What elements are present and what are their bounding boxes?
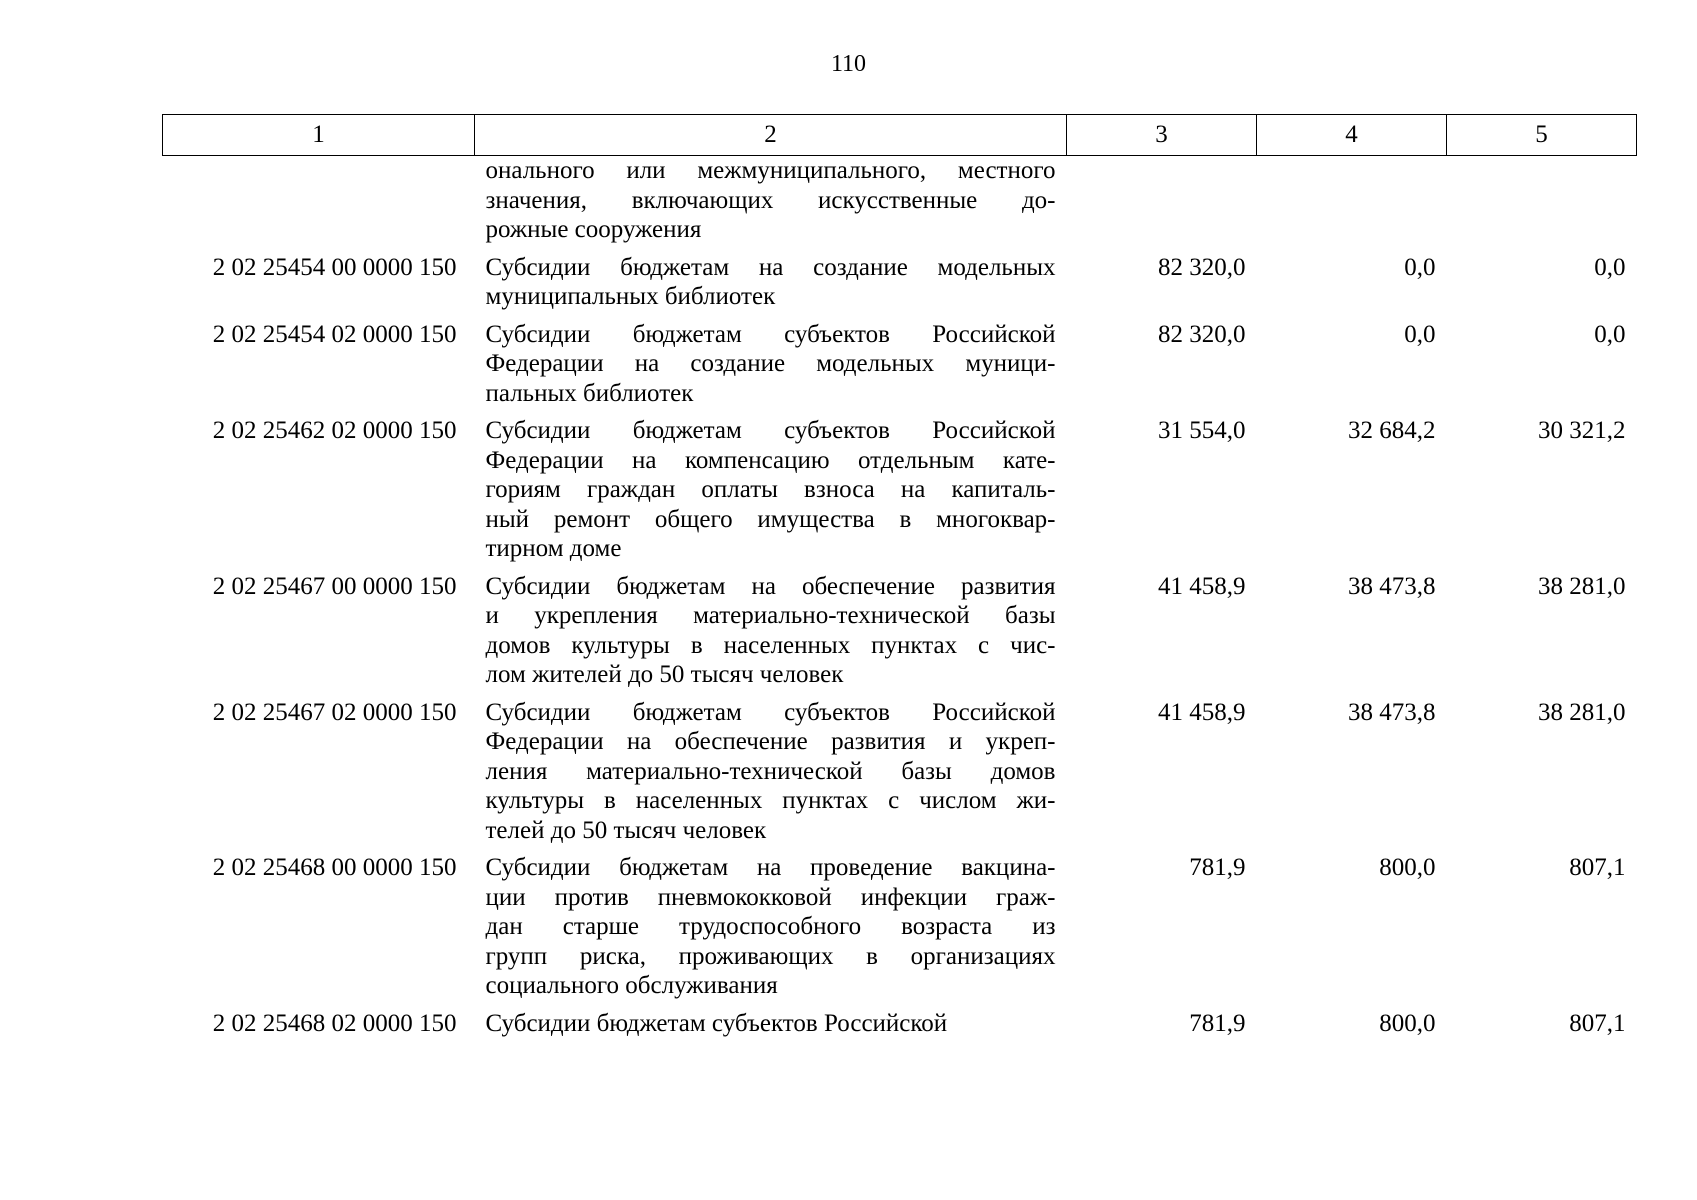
income-code: 2 02 25468 02 0000 150 bbox=[212, 1009, 457, 1037]
table-row bbox=[163, 156, 1637, 245]
income-description bbox=[475, 245, 1067, 312]
amount-col-5: 0,0 bbox=[1594, 320, 1626, 348]
description-line: телей до 50 тысяч человек bbox=[485, 816, 767, 844]
description-line: Субсидии бюджетам на создание модельных bbox=[485, 253, 1056, 281]
income-code: 2 02 25462 02 0000 150 bbox=[212, 417, 457, 444]
description-line: дан старше трудоспособного возраста из bbox=[485, 913, 1056, 940]
header-col-2: 2 bbox=[475, 115, 1067, 156]
income-description bbox=[475, 408, 1067, 564]
budget-table bbox=[162, 114, 1637, 1038]
description-line: Субсидии бюджетам на обеспечение развития bbox=[485, 572, 1056, 600]
table-row bbox=[163, 564, 1637, 690]
income-code: 2 02 25454 00 0000 150 bbox=[212, 253, 457, 281]
table-row bbox=[163, 408, 1637, 564]
amount-col-4: 800,0 bbox=[1379, 1009, 1436, 1037]
description-line: Субсидии бюджетам субъектов Российской bbox=[485, 417, 1056, 444]
description-line: онального или межмуниципального, местного bbox=[485, 157, 1056, 184]
amount-col-4: 38 473,8 bbox=[1348, 572, 1436, 600]
amount-col-4: 0,0 bbox=[1404, 253, 1436, 281]
amount-col-5: 30 321,2 bbox=[1538, 417, 1626, 444]
income-code: 2 02 25454 02 0000 150 bbox=[212, 320, 457, 348]
table-body bbox=[163, 156, 1637, 1039]
amount-col-3: 31 554,0 bbox=[1158, 417, 1246, 444]
table-row bbox=[163, 845, 1637, 1001]
amount-col-4: 32 684,2 bbox=[1348, 417, 1436, 444]
income-description bbox=[475, 156, 1067, 245]
description-line: Федерации на обеспечение развития и укреп- bbox=[485, 728, 1056, 755]
description-line: пальных библиотек bbox=[485, 379, 694, 407]
amount-col-4: 0,0 bbox=[1404, 320, 1436, 348]
amount-col-4 bbox=[1257, 156, 1447, 245]
income-code bbox=[163, 156, 475, 245]
amount-col-3: 781,9 bbox=[1189, 854, 1246, 881]
income-description bbox=[475, 312, 1067, 409]
description-line: Субсидии бюджетам субъектов Российской bbox=[485, 1009, 948, 1037]
table-row bbox=[163, 312, 1637, 409]
income-description bbox=[475, 690, 1067, 846]
table-row bbox=[163, 690, 1637, 846]
description-line: домов культуры в населенных пунктах с чис- bbox=[485, 631, 1056, 659]
description-line: групп риска, проживающих в организациях bbox=[485, 942, 1056, 970]
description-line: ный ремонт общего имущества в многоквар- bbox=[485, 505, 1056, 533]
amount-col-5: 807,1 bbox=[1569, 854, 1626, 881]
table-row bbox=[163, 1001, 1637, 1039]
header-col-3: 3 bbox=[1067, 115, 1257, 156]
description-line: ления материально-технической базы домов bbox=[485, 757, 1056, 785]
income-description bbox=[475, 845, 1067, 1001]
amount-col-3: 82 320,0 bbox=[1158, 320, 1246, 348]
description-line: значения, включающих искусственные до- bbox=[485, 186, 1056, 214]
amount-col-3: 781,9 bbox=[1189, 1009, 1246, 1037]
income-code: 2 02 25468 00 0000 150 bbox=[212, 854, 457, 881]
description-line: социального обслуживания bbox=[485, 972, 778, 999]
amount-col-3: 82 320,0 bbox=[1158, 253, 1246, 281]
header-row bbox=[163, 115, 1637, 156]
amount-col-5: 38 281,0 bbox=[1538, 698, 1626, 726]
description-line: ции против пневмококковой инфекции граж- bbox=[485, 883, 1056, 911]
description-line: Субсидии бюджетам субъектов Российской bbox=[485, 698, 1056, 726]
description-line: Субсидии бюджетам на проведение вакцина- bbox=[485, 854, 1056, 881]
income-code: 2 02 25467 02 0000 150 bbox=[212, 698, 457, 726]
header-col-5: 5 bbox=[1447, 115, 1637, 156]
description-line: муниципальных библиотек bbox=[485, 283, 776, 310]
description-line: Федерации на создание модельных муници- bbox=[485, 350, 1056, 377]
header-col-4: 4 bbox=[1257, 115, 1447, 156]
amount-col-4: 800,0 bbox=[1379, 854, 1436, 881]
description-line: культуры в населенных пунктах с числом жи- bbox=[485, 787, 1056, 814]
description-line: Субсидии бюджетам субъектов Российской bbox=[485, 320, 1056, 348]
amount-col-5: 38 281,0 bbox=[1538, 572, 1626, 600]
table-header bbox=[163, 115, 1637, 156]
description-line: рожные сооружения bbox=[485, 216, 702, 243]
description-line: и укрепления материально-технической базы bbox=[485, 602, 1056, 629]
page-number: 110 bbox=[830, 51, 867, 77]
description-line: тирном доме bbox=[485, 535, 622, 562]
amount-col-5: 807,1 bbox=[1569, 1009, 1626, 1037]
header-col-1: 1 bbox=[163, 115, 475, 156]
amount-col-5: 0,0 bbox=[1594, 253, 1626, 281]
income-description bbox=[475, 1001, 1067, 1039]
amount-col-3: 41 458,9 bbox=[1158, 698, 1246, 726]
description-line: лом жителей до 50 тысяч человек bbox=[485, 661, 844, 688]
amount-col-4: 38 473,8 bbox=[1348, 698, 1436, 726]
income-code: 2 02 25467 00 0000 150 bbox=[212, 572, 457, 600]
table-row bbox=[163, 245, 1637, 312]
description-line: гориям граждан оплаты взноса на капиталь- bbox=[485, 476, 1056, 503]
description-line: Федерации на компенсацию отдельным кате- bbox=[485, 446, 1056, 474]
amount-col-3 bbox=[1067, 156, 1257, 245]
amount-col-3: 41 458,9 bbox=[1158, 572, 1246, 600]
income-description bbox=[475, 564, 1067, 690]
amount-col-5 bbox=[1447, 156, 1637, 245]
